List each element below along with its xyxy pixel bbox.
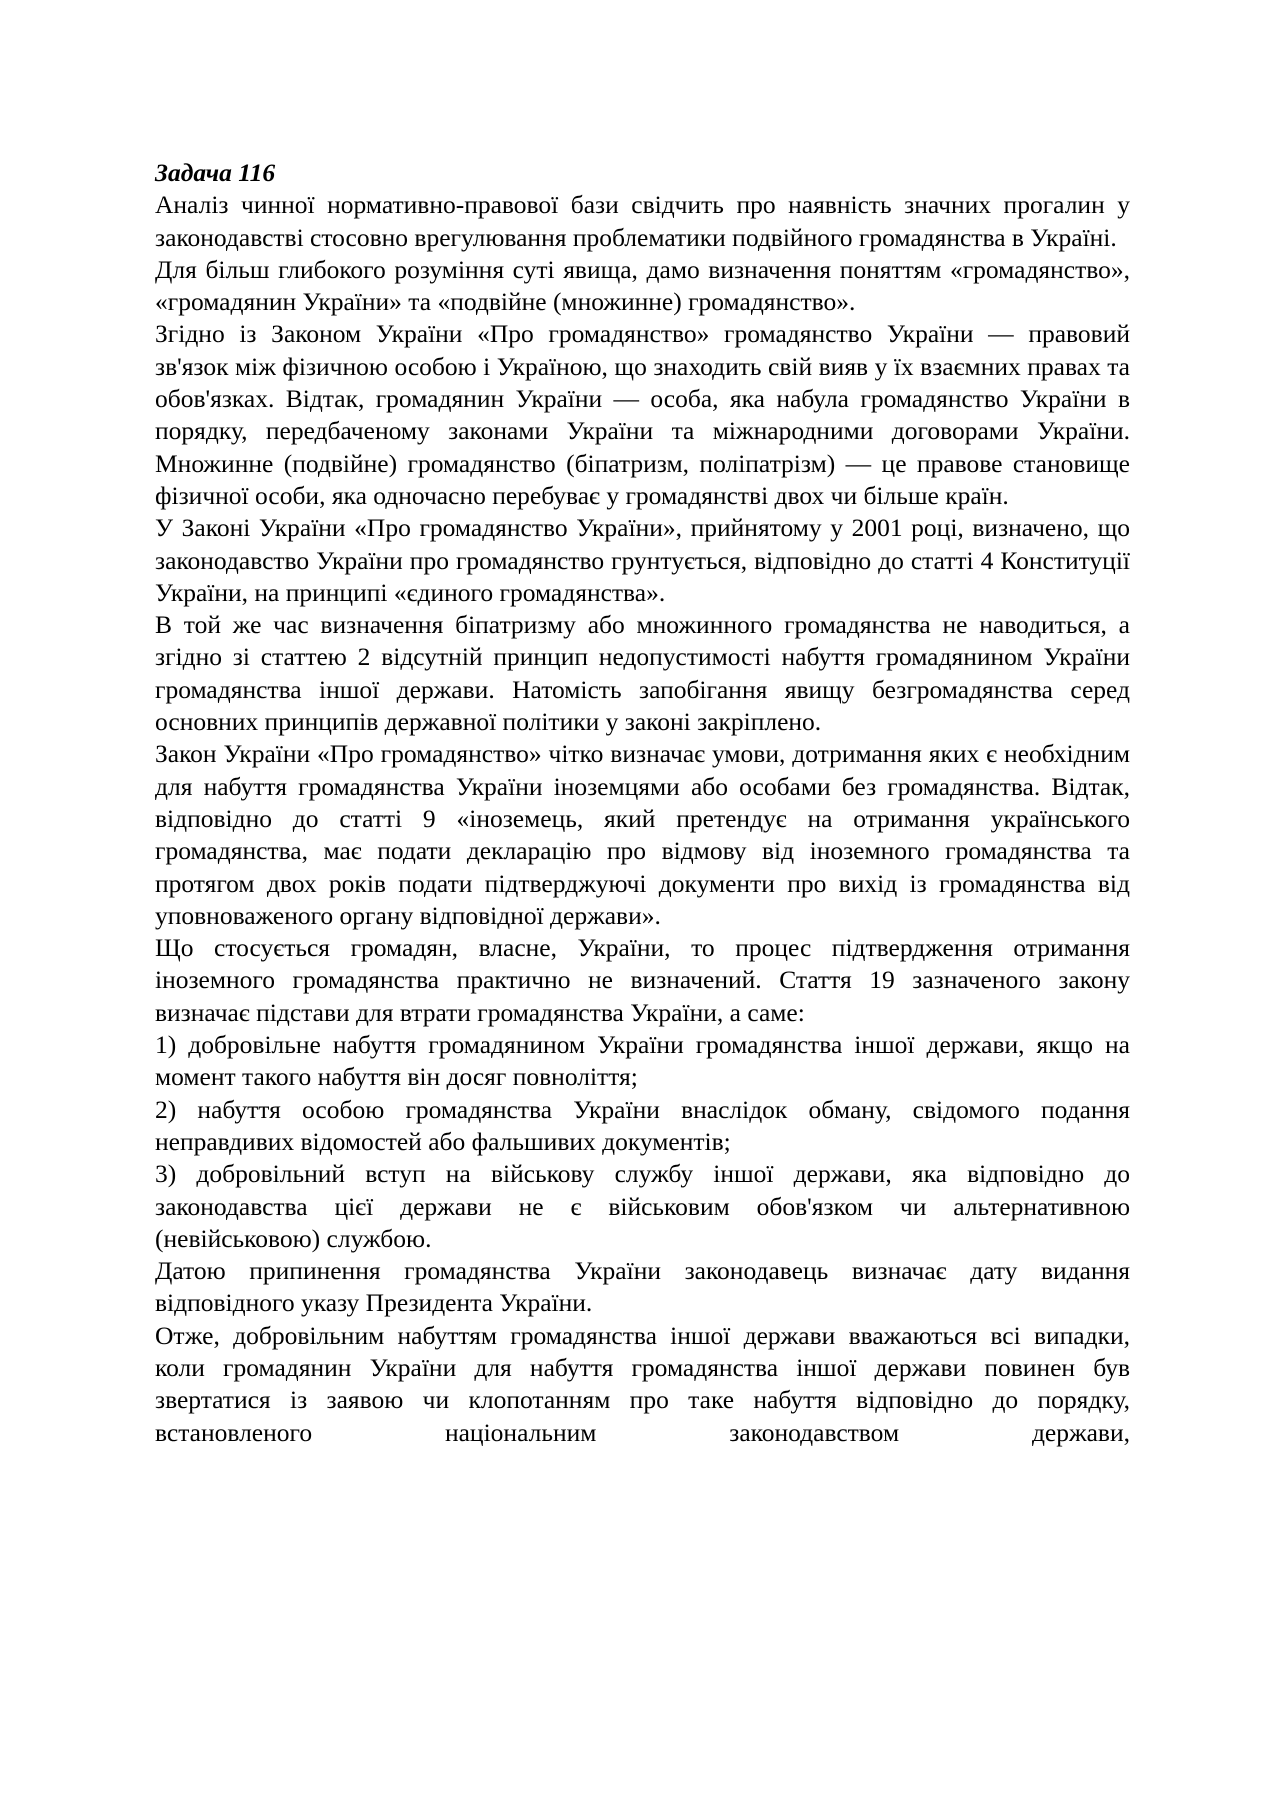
paragraph: Датою припинення громадянства України законодавець визначає дату видання відповідного указу Президента України.	[155, 1256, 1130, 1318]
task-title: Задача 116	[155, 158, 276, 187]
list-item: 1) добровільне набуття громадянином України громадянства іншої держави, якщо на момент такого набуття він досяг повноліття;	[155, 1030, 1130, 1092]
paragraph: Для більш глибокого розуміння суті явища, дамо визначення поняттям «громадянство», «громадянин України» та «подвійне (множинне) громадянство».	[155, 254, 1130, 317]
paragraph: Що стосується громадян, власне, України, то процес підтвердження отримання іноземного громадянства практично не визначений. Стаття 19 зазначеного закону визначає підстави для втрати громадянства України, а саме:	[155, 933, 1130, 1027]
paragraph: Згідно із Законом України «Про громадянство» громадянство України — правовий зв'язок між фізичною особою і Україною, що знаходить свій вияв у їх взаємних правах та обов'язках. Відтак, громадянин України — особа, яка набула громадянство України в порядку, передбаченому законами України та міжнародними договорами України. Множинне (подвійне) громадянство (біпатризм, поліпатрізм) — це правове становище фізичної особи, яка одночасно перебуває у громадянстві двох чи більше країн.	[155, 319, 1130, 510]
paragraph: Аналіз чинної нормативно-правової бази свідчить про наявність значних прогалин у законодавстві стосовно врегулювання проблематики подвійного громадянства в Україні.	[155, 190, 1130, 252]
paragraph: Отже, добровільним набуттям громадянства іншої держави вважаються всі випадки, коли громадянин України для набуття громадянства іншої держави повинен був звертатися із заявою чи клопотанням про таке набуття відповідно до порядку, встановленого національним законодавством держави,	[155, 1320, 1130, 1447]
document-page	[155, 157, 1130, 1449]
paragraph: Закон України «Про громадянство» чітко визначає умови, дотримання яких є необхідним для набуття громадянства України іноземцями або особами без громадянства. Відтак, відповідно до статті 9 «іноземець, який претендує на отримання українського громадянства, має подати декларацію про відмову від іноземного громадянства та протягом двох років подати підтверджуючі документи про вихід із громадянства від уповноваженого органу відповідної держави».	[155, 739, 1130, 930]
list-item: 3) добровільний вступ на військову службу іншої держави, яка відповідно до законодавства цієї держави не є військовим обов'язком чи альтернативною (невійськовою) службою.	[155, 1159, 1130, 1253]
paragraph: В той же час визначення біпатризму або множинного громадянства не наводиться, а згідно зі статтею 2 відсутній принцип недопустимості набуття громадянином України громадянства іншої держави. Натомість запобігання явищу безгромадянства серед основних принципів державної політики у законі закріплено.	[155, 610, 1130, 737]
list-item: 2) набуття особою громадянства України внаслідок обману, свідомого подання неправдивих відомостей або фальшивих документів;	[155, 1094, 1130, 1156]
paragraph: У Законі України «Про громадянство України», прийнятому у 2001 році, визначено, що законодавство України про громадянство грунтується, відповідно до статті 4 Конституції України, на принципі «єдиного громадянства».	[155, 513, 1130, 607]
